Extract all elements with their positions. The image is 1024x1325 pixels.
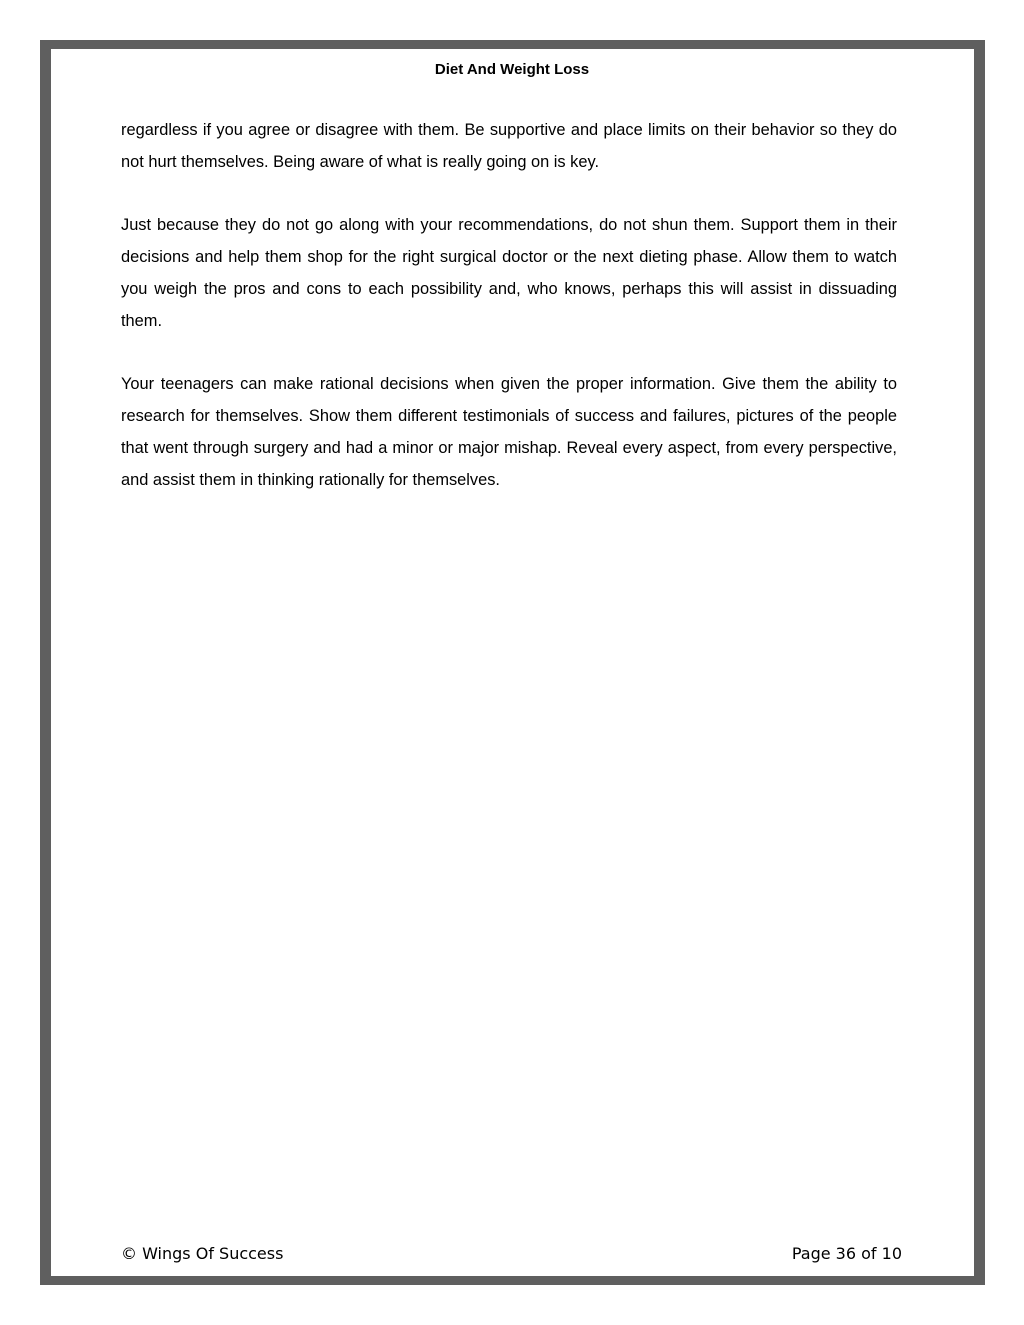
paragraph: regardless if you agree or disagree with them. Be supportive and place limits on their behavior so they do not hurt themselves. Being aware of what is really going on is key. [121,121,897,171]
running-header-title: Diet And Weight Loss [434,61,590,78]
paragraph: Just because they do not go along with your recommendations, do not shun them. Support them in their decisions and help them shop for the right surgical doctor or the next dieting phase. Allow them to watch you weigh the pros and cons to each possibility and, who knows, perhaps this will assist in dissuading them. [121,216,897,330]
footer-copyright: © Wings Of Success [121,1244,284,1263]
document-body [121,114,897,527]
paragraph: Your teenagers can make rational decisions when given the proper information. Give them the ability to research for themselves. Show them different testimonials of success and failures, pictures of the people that went through surgery and had a minor or major mishap. Reveal every aspect, from every perspective, and assist them in thinking rationally for themselves. [121,375,897,489]
footer-page-number: Page 36 of 10 [791,1244,902,1263]
